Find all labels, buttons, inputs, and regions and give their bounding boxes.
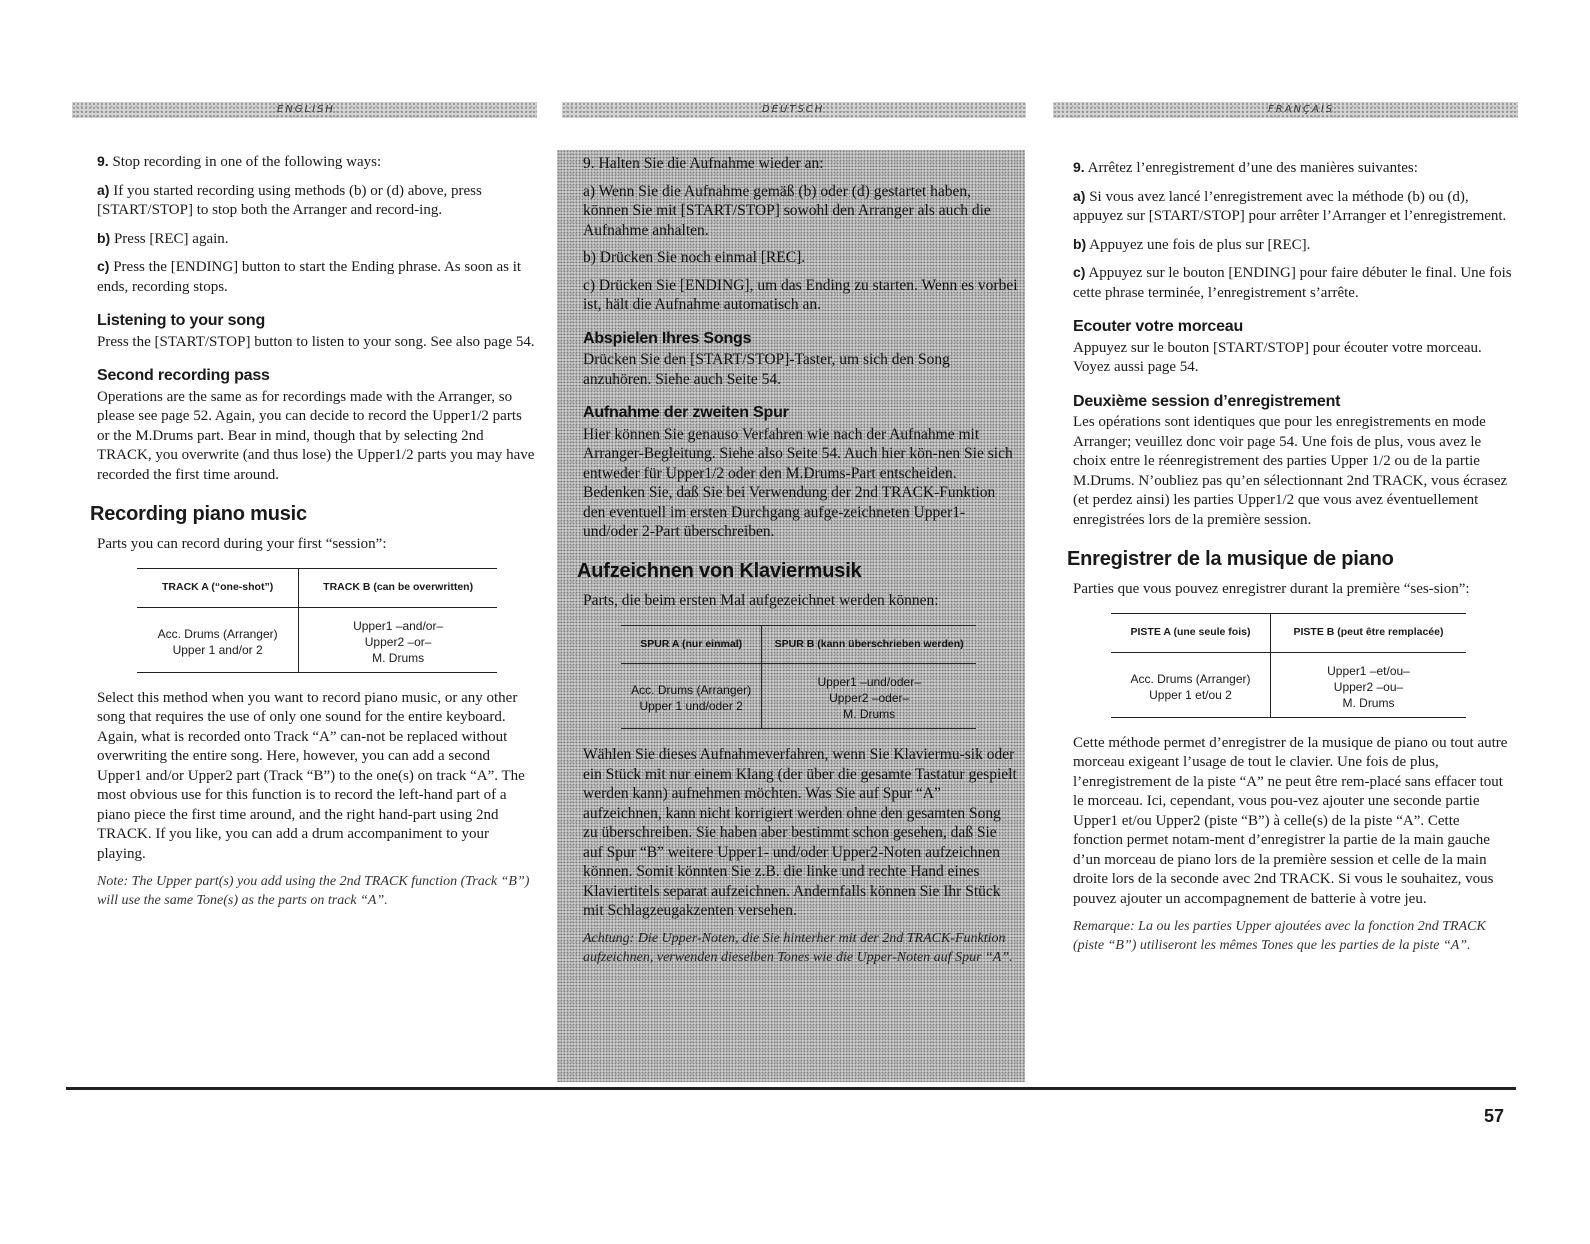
heading-second-pass: Deuxième session d’enregistrement: [1073, 392, 1341, 410]
step-9a: a) Si vous avez lancé l’enregistrement avec la méthode (b) ou (d), appuyez sur [START/STOP] pour arrêter l’Arranger et l’enregistrement.: [1073, 187, 1507, 224]
track-b-header: SPUR B (kann überschrieben werden): [762, 625, 976, 664]
track-table: [137, 568, 497, 673]
track-b-cell: Upper1 –et/ou– Upper2 –ou– M. Drums: [1270, 652, 1466, 717]
paragraph-second-pass: Hier können Sie genauso Verfahren wie nach der Aufnahme mit Arranger-Begleitung. Siehe also Seite 54. Auch hier kön-nen Sie sich entweder für Upper1/2 oder den M.Drums-Part entscheiden. Bedenken Sie, daß Sie bei Verwendung der 2nd TRACK-Funktion den eventuell im ersten Durchgang aufge-zeichneten Upper1- und/oder 2-Part überschreiben.: [583, 425, 1013, 540]
page-number: 57: [1483, 1106, 1504, 1126]
paragraph-parts: Parties que vous pouvez enregistrer durant la première “ses-sion”:: [1073, 580, 1470, 597]
heading-listening: Abspielen Ihres Songs: [583, 329, 752, 347]
heading-second-pass: Second recording pass: [97, 367, 270, 384]
step-9: 9. Stop recording in one of the following ways:: [97, 153, 382, 170]
track-table: [1111, 613, 1466, 718]
paragraph-second-pass: Les opérations sont identiques que pour les enregistrements en mode Arranger; veuillez donc voir page 54. Une fois de plus, vous avez le choix entre le réenregistrement des parties Upper 1/2 ou de la partie M.Drums. N’oubliez pas qu’en sélectionnant 2nd TRACK, vous écrasez (et perdez ainsi) les parties Upper1/2 que vous avez éventuellement enregistrées lors de la première session.: [1073, 414, 1508, 528]
track-a-cell: Acc. Drums (Arranger) Upper 1 et/ou 2: [1111, 652, 1270, 717]
paragraph-listening: Drücken Sie den [START/STOP]-Taster, um sich den Song anzuhören. Siehe auch Seite 54.: [583, 351, 950, 388]
track-a-header: SPUR A (nur einmal): [621, 625, 762, 664]
francais-header-bar: [1053, 102, 1518, 118]
step-9: 9. Arrêtez l’enregistrement d’une des manières suivantes:: [1073, 159, 1418, 176]
francais-header-label: FRANÇAIS: [1268, 104, 1335, 115]
note: Achtung: Die Upper-Noten, die Sie hinterher mit der 2nd TRACK-Funktion aufzeichnen, verwenden dieselben Tones wie die Upper-Noten auf Spur “A”.: [583, 930, 1013, 965]
heading-second-pass: Aufnahme der zweiten Spur: [583, 404, 789, 421]
track-a-cell: Acc. Drums (Arranger) Upper 1 und/oder 2: [621, 664, 762, 729]
heading-listening: Listening to your song: [97, 312, 266, 329]
step-9c: c) Drücken Sie [ENDING], um das Ending zu starten. Wenn es vorbei ist, hält die Aufnahme automatisch an.: [583, 276, 1018, 313]
track-a-header: PISTE A (une seule fois): [1111, 614, 1270, 653]
english-header-bar: [72, 102, 537, 118]
track-b-header: PISTE B (peut être remplacée): [1270, 614, 1466, 653]
francais-column: [1067, 158, 1513, 963]
paragraph-parts: Parts, die beim ersten Mal aufgezeichnet werden können:: [583, 592, 939, 609]
step-9: 9. Halten Sie die Aufnahme wieder an:: [583, 155, 824, 172]
track-b-header: TRACK B (can be overwritten): [299, 569, 497, 608]
heading-listening: Ecouter votre morceau: [1073, 318, 1244, 335]
step-9a: a) Wenn Sie die Aufnahme gemäß (b) oder (d) gestartet haben, können Sie mit [START/STOP] sowohl den Arranger als auch die Aufnahme anhalten.: [583, 182, 991, 239]
track-a-header: TRACK A (“one-shot”): [137, 569, 299, 608]
note: Remarque: La ou les parties Upper ajoutées avec la fonction 2nd TRACK (piste “B”) utiliseront les mêmes Tones que les parties de la piste “A”.: [1073, 919, 1486, 953]
step-9b: b) Appuyez une fois de plus sur [REC].: [1073, 235, 1311, 253]
english-header-label: ENGLISH: [277, 104, 335, 115]
heading-recording-piano: Aufzeichnen von Klaviermusik: [577, 559, 862, 582]
paragraph-listening: Appuyez sur le bouton [START/STOP] pour écouter votre morceau. Voyez aussi page 54.: [1073, 339, 1482, 375]
track-table: [621, 625, 976, 730]
track-b-cell: Upper1 –and/or– Upper2 –or– M. Drums: [299, 607, 497, 672]
deutsch-header-label: DEUTSCH: [762, 104, 825, 115]
paragraph-listening: Press the [START/STOP] button to listen to your song. See also page 54.: [97, 333, 535, 350]
step-9c: c) Press the [ENDING] button to start the Ending phrase. As soon as it ends, recording stops.: [97, 258, 522, 295]
step-9b: b) Drücken Sie noch einmal [REC].: [583, 249, 806, 266]
deutsch-header-bar: [562, 102, 1026, 118]
english-column: [90, 152, 535, 918]
note: Note: The Upper part(s) you add using the 2nd TRACK function (Track “B”) will use the same Tone(s) as the parts on track “A”.: [97, 874, 530, 908]
step-9b: b) Press [REC] again.: [97, 229, 229, 247]
heading-recording-piano: Enregistrer de la musique de piano: [1067, 548, 1394, 570]
track-a-cell: Acc. Drums (Arranger) Upper 1 and/or 2: [137, 607, 299, 672]
deutsch-column: [557, 150, 1025, 1082]
paragraph-piano-method: Select this method when you want to record piano music, or any other song that requires the use of only one sound for the entire keyboard. Again, what is recorded onto Track “A” can-not be replaced without overwriting the entire song. Here, however, you can add a second Upper1 and/or Upper2 part (Track “B”) to the one(s) on track “A”. The most obvious use for this function is to record the left-hand part of a piano piece the first time around, and the right hand-part using 2nd TRACK. If you like, you can add a drum accompaniment to your playing.: [97, 689, 525, 862]
paragraph-piano-method: Cette méthode permet d’enregistrer de la musique de piano ou tout autre morceau exigeant l’usage de tout le clavier. Une fois de plus, l’enregistrement de la piste “A” ne peut être rem-placé sans effacer tout le morceau. Ici, cependant, vous pou-vez ajouter une seconde partie Upper1 et/ou Upper2 (piste “B”) à celle(s) de la piste “A”. Cette fonction permet notam-ment d’enregistrer la partie de la main gauche d’un morceau de piano lors de la première session et celle de la main droite lors de la seconde avec 2nd TRACK. Si vous le souhaitez, vous pouvez ajouter un accompagnement de batterie à votre jeu.: [1073, 734, 1508, 907]
step-9c: c) Appuyez sur le bouton [ENDING] pour faire débuter le final. Une fois cette phrase terminée, l’enregistrement s’arrête.: [1073, 264, 1512, 301]
track-b-cell: Upper1 –und/oder– Upper2 –oder– M. Drums: [762, 664, 976, 729]
paragraph-second-pass: Operations are the same as for recordings made with the Arranger, so please see page 52. Again, you can decide to record the Upper1/2 parts or the M.Drums part. Bear in mind, though that by selecting 2nd TRACK, you overwrite (and thus lose) the Upper1/2 parts you may have recorded the first time around.: [97, 388, 535, 483]
footer-rule: [66, 1087, 1516, 1090]
heading-recording-piano: Recording piano music: [90, 503, 307, 525]
step-9a: a) If you started recording using methods (b) or (d) above, press [START/STOP] to stop both the Arranger and record-ing.: [97, 181, 482, 218]
paragraph-parts: Parts you can record during your first “session”:: [97, 535, 387, 552]
paragraph-piano-method: Wählen Sie dieses Aufnahmeverfahren, wenn Sie Klaviermu-sik oder ein Stück mit nur einem Klang (der über die gesamte Tastatur gespielt werden kann) aufnehmen möchten. Was Sie auf Spur “A” aufzeichnen, kann nicht korrigiert werden ohne den gesamten Song zu überschreiben. Sie haben aber bestimmt schon gesehen, daß Sie auf Spur “B” weitere Upper1- und/oder Upper2-Noten aufzeichnen können. Somit könnten Sie z.B. die linke und rechte Hand eines Klaviertitels separat aufzeichnen. Andernfalls können Sie Ihr Stück mit Schlagzeugakzenten versehen.: [583, 746, 1017, 919]
